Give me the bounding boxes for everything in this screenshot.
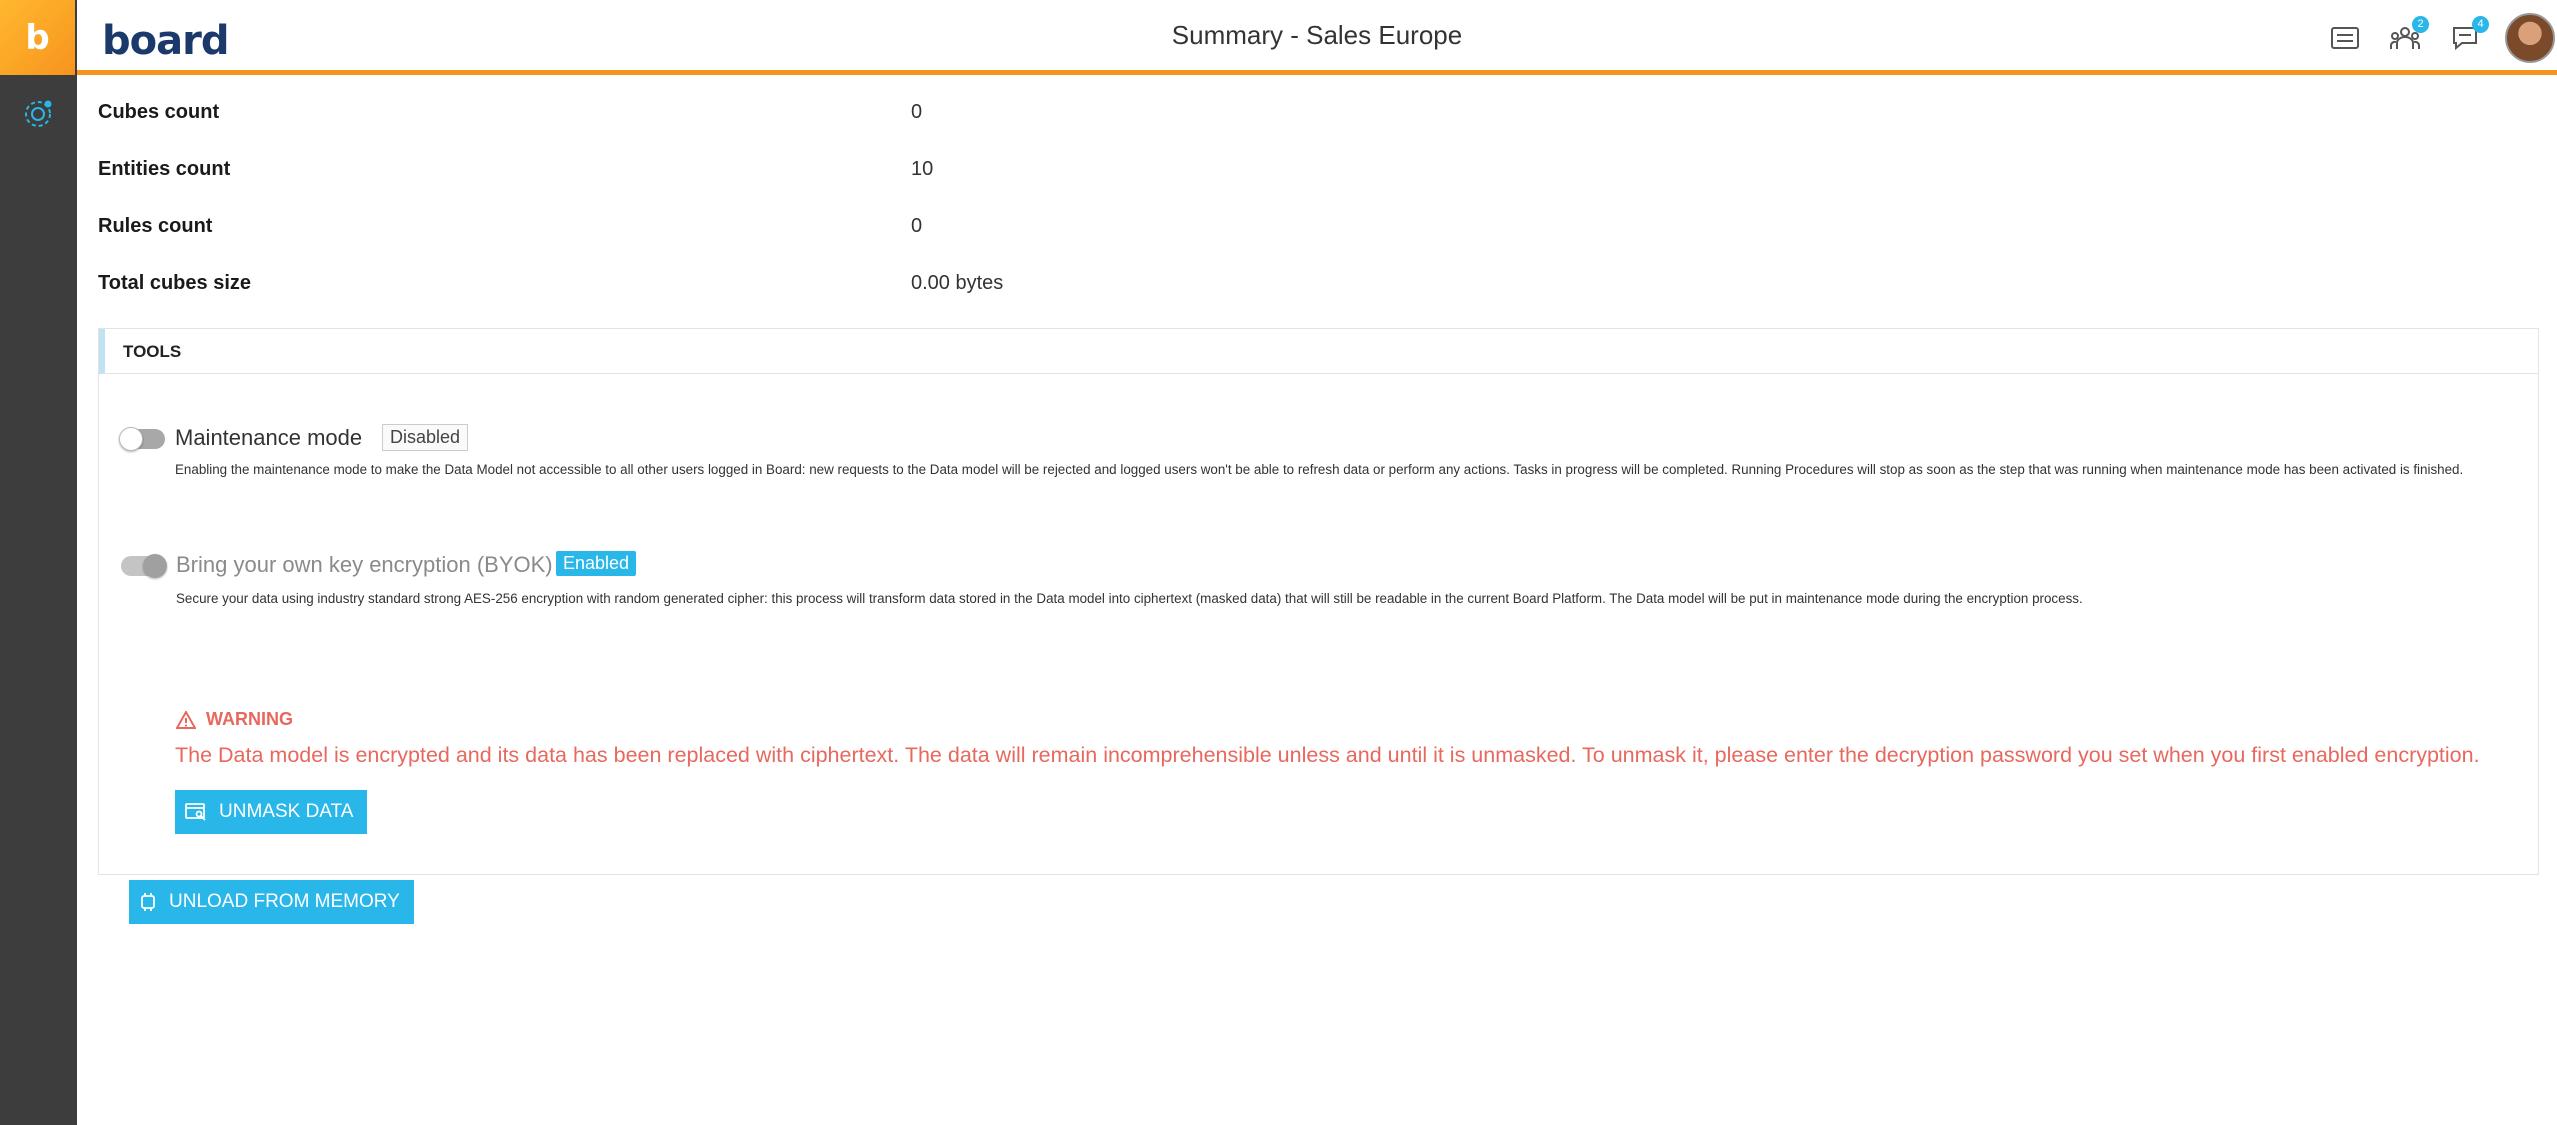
tools-heading: TOOLS <box>123 342 182 361</box>
unload-label: UNLOAD FROM MEMORY <box>169 891 400 912</box>
toggle-knob <box>119 427 143 451</box>
users-badge: 2 <box>2412 16 2429 33</box>
brand-text: board <box>102 18 229 64</box>
byok-toggle[interactable] <box>121 556 165 576</box>
stat-value: 0 <box>911 215 923 237</box>
byok-description: Secure your data using industry standard strong AES-256 encryption with random generated cipher: this process will transform data stored in the Data model into ciphertext (masked data) that will still be readable in the current Board Platform. The Data model will be put in maintenance mode during the encryption process. <box>176 591 2083 606</box>
stat-value: 0 <box>911 101 923 123</box>
notes-icon[interactable] <box>2325 18 2365 58</box>
warning-label: WARNING <box>206 709 293 729</box>
stat-label: Cubes count <box>98 101 220 123</box>
unload-from-memory-button[interactable] <box>129 880 414 924</box>
unmask-data-label: UNMASK DATA <box>219 801 354 822</box>
chat-badge: 4 <box>2472 16 2489 33</box>
stat-label: Total cubes size <box>98 272 252 294</box>
warning-icon <box>176 711 196 729</box>
header-toolbar <box>2325 0 2557 75</box>
stat-row-entities <box>98 137 2539 194</box>
stat-label: Entities count <box>98 158 231 180</box>
maintenance-description: Enabling the maintenance mode to make the Data Model not accessible to all other users logged in Board: new requests to the Data model will be rejected and logged users won't be able to refresh data or perform any actions. Tasks in progress will be completed. Running Procedures will stop as soon as the step that was running when maintenance mode has been activated is finished. <box>175 462 2464 477</box>
unmask-icon <box>185 803 207 821</box>
tools-panel <box>98 328 2539 912</box>
warning-heading <box>176 709 293 730</box>
tools-header <box>99 329 2538 374</box>
stat-value: 0.00 bytes <box>911 272 1004 294</box>
app-logo-letter: b <box>25 17 50 58</box>
users-icon[interactable] <box>2385 18 2425 58</box>
maintenance-status-badge: Disabled <box>382 424 468 451</box>
warning-text: The Data model is encrypted and its data has been replaced with ciphertext. The data will remain incomprehensible unless and until it is unmasked. To unmask it, please enter the decryption password you set when you first enabled encryption. <box>175 743 2480 767</box>
toggle-knob <box>143 554 167 578</box>
unmask-data-button[interactable] <box>175 790 367 834</box>
data-model-icon[interactable] <box>22 98 54 130</box>
summary-content <box>98 80 2539 912</box>
byok-title: Bring your own key encryption (BYOK) <box>176 552 553 577</box>
stat-row-size <box>98 251 2539 308</box>
stat-label: Rules count <box>98 215 213 237</box>
stat-row-rules <box>98 194 2539 251</box>
unload-icon <box>139 892 157 912</box>
top-header <box>77 0 2557 75</box>
stat-value: 10 <box>911 158 934 180</box>
left-sidebar <box>0 0 77 1125</box>
page-title: Summary - Sales Europe <box>1171 20 1463 50</box>
avatar[interactable] <box>2505 13 2555 63</box>
maintenance-title: Maintenance mode <box>175 425 363 450</box>
app-logo-button[interactable] <box>0 0 75 75</box>
stat-row-cubes <box>98 80 2539 137</box>
chat-icon[interactable] <box>2445 18 2485 58</box>
byok-status-badge: Enabled <box>556 551 636 576</box>
maintenance-toggle[interactable] <box>121 429 165 449</box>
